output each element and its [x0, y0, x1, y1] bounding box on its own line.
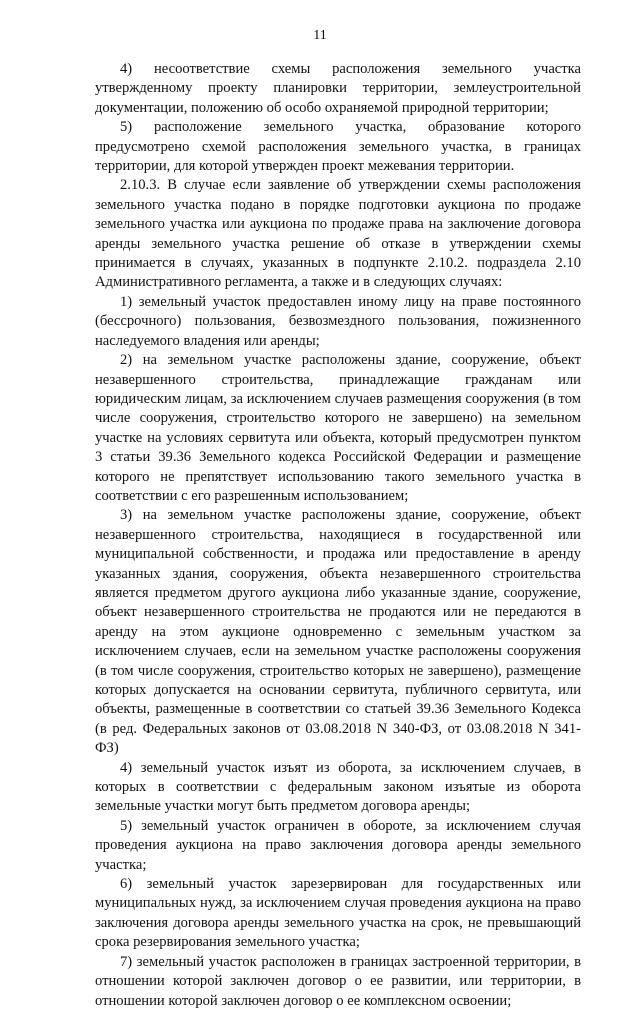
paragraph-item-5-restricted: 5) земельный участок ограничен в обороте, за исключением случая проведения аукциона на право заключения договора аренды земельного участка; [95, 817, 581, 873]
paragraph-item-1-provided-to-other: 1) земельный участок предоставлен иному лицу на праве постоянного (бессрочного) пользования, безвозмездного пользования, пожизненного наследуемого владения или аренды; [95, 293, 581, 349]
paragraph-item-5-survey-project: 5) расположение земельного участка, образование которого предусмотрено схемой расположения земельного участка, в границах территории, для которой утвержден проект межевания территории. [95, 119, 581, 175]
page-number: 11 [313, 28, 327, 43]
paragraph-item-6-reserved: 6) земельный участок зарезервирован для государственных или муниципальных нужд, за исключением случая проведения аукциона на право заключения договора аренды земельного участка на срок, не превышающий срока резервирования земельного участка; [95, 876, 581, 951]
paragraph-clause-2-10-3: 2.10.3. В случае если заявление об утверждении схемы расположения земельного участка подано в порядке подготовки аукциона по продаже земельного участка или аукциона по продаже права на заключение договора аренды земельного участка решение об отказе в утверждении схемы принимается в случаях, указанных в подпункте 2.10.2. подраздела 2.10 Административного регламента, а также и в следующих случаях: [95, 177, 581, 291]
paragraph-item-4-schema-mismatch: 4) несоответствие схемы расположения земельного участка утвержденному проекту планировки территории, землеустроительной документации, положению об особо охраняемой природной территории; [95, 61, 581, 116]
document-body [95, 60, 581, 1011]
paragraph-item-2-private-buildings: 2) на земельном участке расположены здание, сооружение, объект незавершенного строительства, принадлежащие гражданам или юридическим лицам, за исключением случаев размещения сооружения (в том числе сооружения, строительство которого не завершено) на земельном участке на условиях сервитута или объекта, который предусмотрен пунктом 3 статьи 39.36 Земельного кодекса Российской Федерации и размещение которого не препятствует использованию такого земельного участка в соответствии с его разрешенным использованием; [95, 352, 581, 504]
paragraph-item-4-withdrawn: 4) земельный участок изъят из оборота, за исключением случаев, в которых в соответствии с федеральным законом изъятые из оборота земельные участки могут быть предметом договора аренды; [95, 759, 581, 815]
paragraph-item-7-built-up-territory: 7) земельный участок расположен в границах застроенной территории, в отношении которой заключен договор о ее развитии, или территории, в отношении которой заключен договор о ее комплексном освоении; [95, 953, 581, 1009]
paragraph-item-3-state-buildings: 3) на земельном участке расположены здание, сооружение, объект незавершенного строительства, находящиеся в государственной или муниципальной собственности, и продажа или предоставление в аренду указанных здания, сооружения, объекта незавершенного строительства является предметом другого аукциона либо указанные здание, сооружение, объект незавершенного строительства не продаются или не передаются в аренду на этом аукционе одновременно с земельным участком за исключением случаев, если на земельном участке расположены сооружения (в том числе сооружения, строительство которых не завершено), размещение которых допускается на основании сервитута, публичного сервитута, или объекты, размещенные в соответствии со статьей 39.36 Земельного Кодекса (в ред. Федеральных законов от 03.08.2018 N 340-ФЗ, от 03.08.2018 N 341-ФЗ) [95, 507, 581, 757]
